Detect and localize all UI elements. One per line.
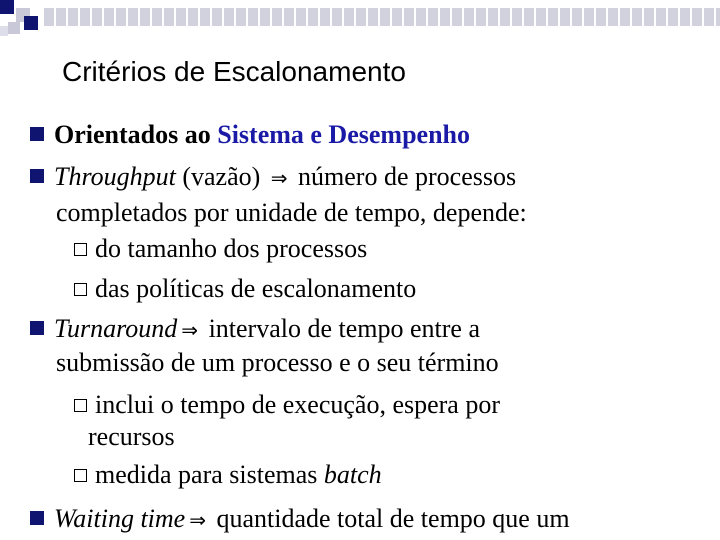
corner-square-light xyxy=(0,26,8,36)
slide-title: Critérios de Escalonamento xyxy=(62,56,406,87)
sub-item-2: das políticas de escalonamento xyxy=(74,274,416,304)
sub-item-3-cont: recursos xyxy=(88,422,175,451)
checkbox-bullet-icon xyxy=(74,469,87,482)
bullet-square xyxy=(30,321,44,335)
corner-square-light xyxy=(8,22,20,34)
corner-square-dark xyxy=(24,16,38,30)
sub-item-3: inclui o tempo de execução, espera por xyxy=(74,390,500,420)
bullet-square xyxy=(30,169,44,183)
sub-item-1: do tamanho dos processos xyxy=(74,234,367,264)
header-stripes xyxy=(44,8,720,26)
checkbox-bullet-icon xyxy=(74,283,87,296)
bullet-line-4: Waiting time ⇒ quantidade total de tempo que um xyxy=(30,504,570,535)
bullet-line-2-cont: completados por unidade de tempo, depende: xyxy=(56,198,527,227)
bullet-line-3: Turnaround ⇒ intervalo de tempo entre a xyxy=(30,314,480,345)
implies-arrow-icon: ⇒ xyxy=(181,318,199,342)
bullet-line-1: Orientados ao Sistema e Desempenho xyxy=(30,120,470,150)
checkbox-bullet-icon xyxy=(74,399,87,412)
corner-square-dark xyxy=(0,0,14,14)
implies-arrow-icon: ⇒ xyxy=(270,166,288,190)
bullet-square xyxy=(30,127,44,141)
bullet-square xyxy=(30,511,44,525)
implies-arrow-icon: ⇒ xyxy=(189,508,206,532)
checkbox-bullet-icon xyxy=(74,243,87,256)
bullet-line-3-cont: submissão de um processo e o seu término xyxy=(56,348,499,377)
sub-item-4: medida para sistemas batch xyxy=(74,460,382,490)
bullet-line-2: Throughput (vazão) ⇒ número de processos xyxy=(30,162,516,193)
